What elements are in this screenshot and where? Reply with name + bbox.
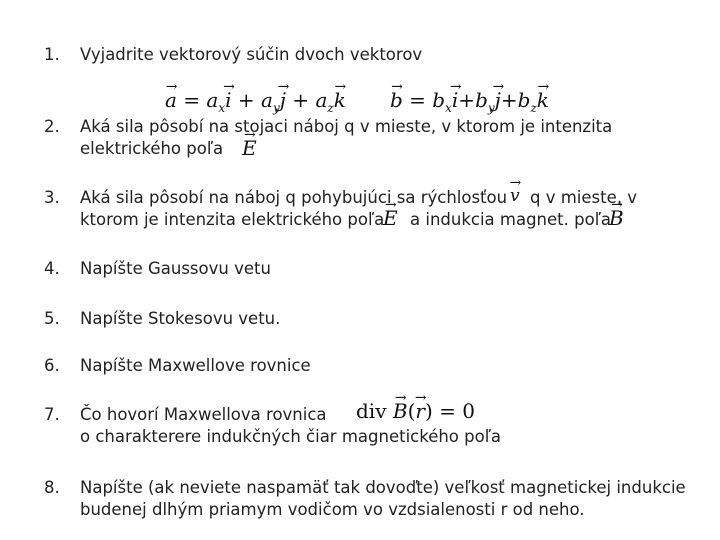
item-number-1: 1. [44,45,60,64]
vec-B-item-3: → B [609,206,624,230]
vector-a-equation: → $a = a_x\to i + a_y\to j + a_z\to k$ [165,88,346,120]
unit-k: → k [537,88,549,112]
item-text-5: Napíšte Stokesovu vetu. [80,309,281,328]
item-text-7-line-2: o charakterere indukčných čiar magnetického poľa [80,427,502,446]
unit-i: → i [452,88,458,112]
unit-j: → j [280,88,286,112]
sub-y: y [272,101,280,115]
sub-x: x [445,101,452,115]
item-number-7: 7. [44,405,60,424]
sub-x: x [218,101,226,115]
vector-b-equation: → $b = b_x\to i+b_y\to j+b_z\to k$ [390,88,549,120]
item-number-8: 8. [44,478,60,497]
unit-k: → k [334,88,346,112]
div-operator: div [356,399,387,423]
vec-E-item-3: → E [383,206,398,230]
item-text-2-line-1: Aká sila pôsobí na stojaci náboj q v mieste, v ktorom je intenzita [80,117,613,136]
item-text-8-line-2: budenej dlhým priamym vodičom vo vzdsialenosti r od neho. [80,500,585,519]
item-text-3-part-2: q v mieste, v [530,188,638,207]
sub-z: z [327,101,334,115]
item-text-1: Vyjadrite vektorový súčin dvoch vektorov [80,45,423,64]
item-text-3-part-4: a indukcia magnet. poľa [410,210,611,229]
item-text-7-line-1: Čo hovorí Maxwellova rovnica [80,405,327,424]
sub-y: y [487,101,495,115]
a-y-coef: a [261,88,273,112]
vec-v: → v [510,184,520,208]
item-text-2-line-2: elektrického poľa [80,139,224,158]
item-number-4: 4. [44,259,60,278]
item-number-3: 3. [44,188,60,207]
b-z-coef: b [517,88,531,112]
unit-j: → j [495,88,501,112]
item-text-3-part-1: Aká sila pôsobí na náboj q pohybujúci sa rýchlosťou [80,188,508,207]
b-y-coef: b [475,88,488,112]
vec-r: → r [415,399,425,423]
item-text-4: Napíšte Gaussovu vetu [80,259,271,278]
sub-z: z [530,101,537,115]
unit-i: → i [225,88,231,112]
item-text-3-part-3: ktorom je intenzita elektrického poľa [80,210,385,229]
item-text-8-line-1: Napíšte (ak neviete naspamäť tak dovoďte) veľkosť magnetickej indukcie [80,478,686,497]
a-z-coef: a [315,88,328,112]
vec-a: → a [165,88,177,112]
a-x-coef: a [206,88,219,112]
item-number-5: 5. [44,309,60,328]
maxwell-div-b-equation: div → B(→ r) = 0 [356,399,475,423]
vec-E-item-2: → E [242,136,257,160]
vec-b: → b [390,88,403,112]
item-text-6: Napíšte Maxwellove rovnice [80,356,311,375]
item-number-6: 6. [44,356,60,375]
b-x-coef: b [432,88,446,112]
item-number-2: 2. [44,117,60,136]
vec-B-item-7: → B [393,399,408,423]
zero: 0 [462,399,475,423]
